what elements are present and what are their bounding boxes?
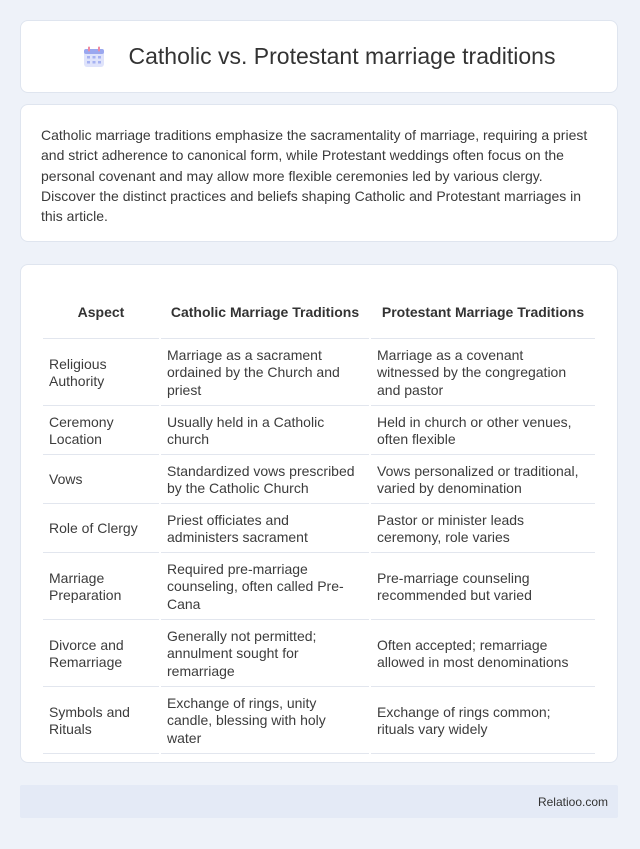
aspect-cell: Divorce and Remarriage	[43, 622, 159, 687]
header-catholic: Catholic Marriage Traditions	[161, 286, 369, 339]
comparison-table	[41, 284, 597, 756]
table-row	[43, 341, 595, 406]
protestant-cell: Marriage as a covenant witnessed by the congregation and pastor	[371, 341, 595, 406]
table-row	[43, 506, 595, 553]
protestant-cell: Often accepted; remarriage allowed in most denominations	[371, 622, 595, 687]
aspect-cell: Vows	[43, 457, 159, 504]
footer-brand: Relatioo.com	[537, 794, 608, 809]
header-aspect: Aspect	[43, 286, 159, 339]
catholic-cell: Usually held in a Catholic church	[161, 408, 369, 455]
aspect-cell: Marriage Preparation	[43, 555, 159, 620]
title-card	[20, 20, 618, 93]
aspect-cell: Symbols and Rituals	[43, 689, 159, 754]
comparison-card	[20, 264, 618, 763]
catholic-cell: Exchange of rings, unity candle, blessing with holy water	[161, 689, 369, 754]
aspect-cell: Role of Clergy	[43, 506, 159, 553]
table-row	[43, 408, 595, 455]
table-row	[43, 622, 595, 687]
catholic-cell: Required pre-marriage counseling, often called Pre-Cana	[161, 555, 369, 620]
intro-card	[20, 104, 618, 242]
aspect-cell: Ceremony Location	[43, 408, 159, 455]
page-title: Catholic vs. Protestant marriage traditions	[128, 43, 556, 69]
table-row	[43, 555, 595, 620]
protestant-cell: Vows personalized or traditional, varied by denomination	[371, 457, 595, 504]
protestant-cell: Exchange of rings common; rituals vary widely	[371, 689, 595, 754]
table-header-row	[43, 286, 595, 339]
table-row	[43, 689, 595, 754]
aspect-cell: Religious Authority	[43, 341, 159, 406]
calendar-icon	[83, 46, 105, 68]
table-row	[43, 457, 595, 504]
protestant-cell: Pastor or minister leads ceremony, role varies	[371, 506, 595, 553]
catholic-cell: Priest officiates and administers sacrament	[161, 506, 369, 553]
footer	[20, 785, 618, 818]
catholic-cell: Generally not permitted; annulment sought for remarriage	[161, 622, 369, 687]
protestant-cell: Held in church or other venues, often flexible	[371, 408, 595, 455]
protestant-cell: Pre-marriage counseling recommended but varied	[371, 555, 595, 620]
catholic-cell: Standardized vows prescribed by the Catholic Church	[161, 457, 369, 504]
header-protestant: Protestant Marriage Traditions	[371, 286, 595, 339]
intro-text: Catholic marriage traditions emphasize the sacramentality of marriage, requiring a priest and strict adherence to canonical form, while Protestant weddings often focus on the personal covenant and may allow more flexible ceremonies led by various clergy. Discover the distinct practices and beliefs shaping Catholic and Protestant marriages in this article.	[41, 127, 588, 225]
catholic-cell: Marriage as a sacrament ordained by the Church and priest	[161, 341, 369, 406]
